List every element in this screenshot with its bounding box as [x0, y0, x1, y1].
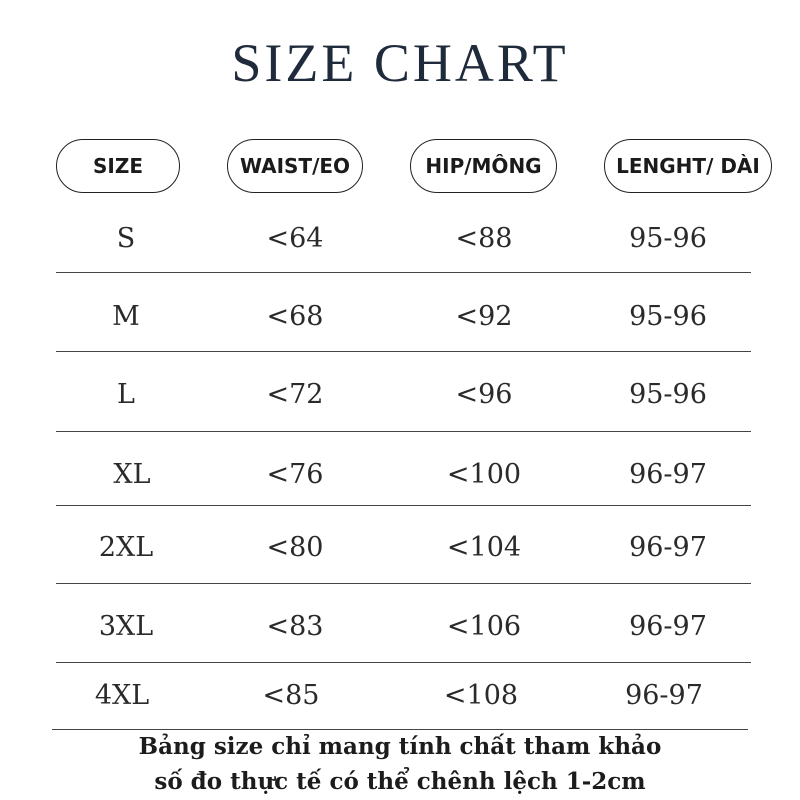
cell-hip: <104 — [446, 532, 522, 563]
cell-hip: <92 — [455, 301, 513, 332]
cell-size: 4XL — [94, 680, 150, 711]
cell-waist: <80 — [266, 532, 324, 563]
cell-waist: <85 — [262, 680, 320, 711]
cell-hip: <106 — [446, 611, 522, 642]
header-hip: HIP/MÔNG — [410, 139, 557, 193]
cell-length: 95-96 — [629, 379, 707, 410]
header-waist: WAIST/EO — [227, 139, 363, 193]
cell-waist: <83 — [266, 611, 324, 642]
cell-hip: <100 — [446, 459, 522, 490]
row-divider — [56, 505, 751, 506]
cell-size: M — [112, 301, 140, 332]
cell-length: 95-96 — [629, 301, 707, 332]
cell-size: 2XL — [98, 532, 154, 563]
disclaimer-line-2: số đo thực tế có thể chênh lệch 1-2cm — [154, 768, 646, 795]
row-divider — [56, 272, 751, 273]
cell-waist: <76 — [266, 459, 324, 490]
page-title: SIZE CHART — [231, 33, 569, 93]
disclaimer-line-1: Bảng size chỉ mang tính chất tham khảo — [138, 733, 662, 760]
cell-size: 3XL — [98, 611, 154, 642]
cell-length: 96-97 — [629, 459, 707, 490]
header-length: LENGHT/ DÀI — [604, 139, 772, 193]
cell-length: 96-97 — [625, 680, 703, 711]
cell-size: S — [116, 223, 136, 254]
cell-waist: <64 — [266, 223, 324, 254]
row-divider — [56, 662, 751, 663]
cell-hip: <88 — [455, 223, 513, 254]
cell-length: 96-97 — [629, 532, 707, 563]
cell-size: XL — [113, 459, 151, 490]
cell-hip: <108 — [443, 680, 519, 711]
row-divider — [56, 431, 751, 432]
row-divider — [56, 351, 751, 352]
table-bottom-rule — [52, 729, 748, 730]
cell-length: 95-96 — [629, 223, 707, 254]
row-divider — [56, 583, 751, 584]
cell-hip: <96 — [455, 379, 513, 410]
cell-size: L — [117, 379, 135, 410]
cell-waist: <68 — [266, 301, 324, 332]
header-size: SIZE — [56, 139, 180, 193]
cell-length: 96-97 — [629, 611, 707, 642]
cell-waist: <72 — [266, 379, 324, 410]
